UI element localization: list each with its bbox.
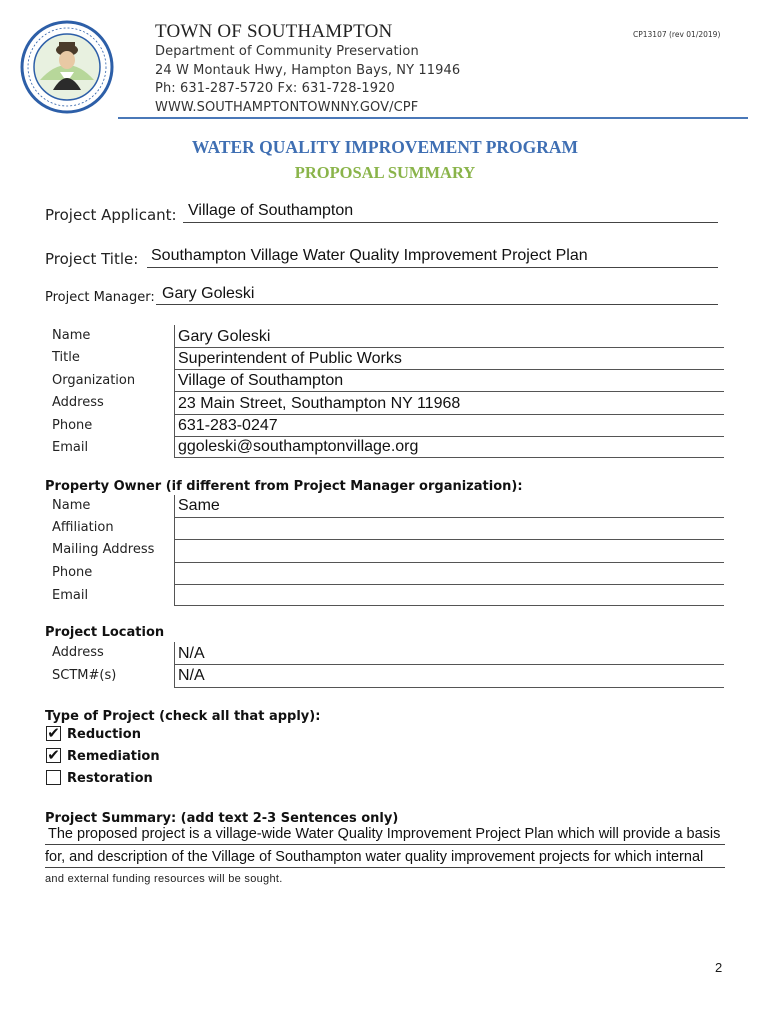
program-subtitle: PROPOSAL SUMMARY (294, 163, 476, 182)
applicant-label: Project Applicant: (45, 206, 177, 224)
reduction-label: Reduction (67, 727, 141, 742)
row-line (174, 414, 724, 415)
row-line (174, 436, 724, 437)
row-line (174, 687, 724, 688)
project-manager-label: Project Manager: (45, 290, 155, 305)
manager-phone-value[interactable]: 631-283-0247 (178, 417, 278, 434)
owner-table-divider (174, 495, 175, 605)
summary-line-3[interactable]: and external funding resources will be sought. (45, 873, 283, 885)
department-website: WWW.SOUTHAMPTONTOWNNY.GOV/CPF (155, 100, 419, 115)
project-location-heading: Project Location (45, 625, 165, 640)
manager-org-value[interactable]: Village of Southampton (178, 372, 344, 389)
manager-address-value[interactable]: 23 Main Street, Southampton NY 11968 (178, 395, 461, 412)
summary-line-2[interactable]: for, and description of the Village of Southampton water quality improvement projects for which internal (45, 849, 704, 865)
manager-phone-label: Phone (52, 418, 93, 433)
owner-affiliation-label: Affiliation (52, 520, 114, 535)
department-address: 24 W Montauk Hwy, Hampton Bays, NY 11946 (155, 63, 461, 78)
project-title-label: Project Title: (45, 250, 139, 268)
program-title: WATER QUALITY IMPROVEMENT PROGRAM (191, 137, 579, 157)
owner-email-label: Email (52, 588, 89, 603)
manager-org-label: Organization (52, 373, 136, 388)
row-line (174, 664, 724, 665)
page-number: 2 (715, 960, 723, 975)
manager-title-label: Title (52, 350, 80, 365)
summary-underline-1 (45, 844, 725, 845)
restoration-checkbox[interactable] (46, 770, 61, 785)
owner-mailing-label: Mailing Address (52, 542, 155, 557)
remediation-checkbox[interactable]: ✔ (47, 746, 60, 764)
department-phone-fax: Ph: 631-287-5720 Fx: 631-728-1920 (155, 81, 395, 96)
town-name: TOWN OF SOUTHAMPTON (155, 21, 393, 42)
header-divider (118, 117, 748, 119)
manager-email-value[interactable]: ggoleski@southamptonvillage.org (178, 438, 419, 455)
row-line (174, 584, 724, 585)
row-line (174, 605, 724, 606)
applicant-underline (183, 222, 718, 223)
form-code: CP13107 (rev 01/2019) (633, 30, 721, 39)
applicant-value[interactable]: Village of Southampton (188, 202, 354, 219)
restoration-label: Restoration (67, 771, 153, 786)
project-title-value[interactable]: Southampton Village Water Quality Improvement Project Plan (151, 247, 588, 264)
row-line (174, 391, 724, 392)
row-line (174, 347, 724, 348)
row-line (174, 517, 724, 518)
owner-name-value[interactable]: Same (178, 497, 220, 514)
location-address-label: Address (52, 645, 104, 660)
manager-name-label: Name (52, 328, 91, 343)
row-line (174, 457, 724, 458)
owner-name-label: Name (52, 498, 91, 513)
location-address-value[interactable]: N/A (178, 645, 205, 662)
reduction-checkbox[interactable]: ✔ (47, 724, 60, 742)
summary-line-1[interactable]: The proposed project is a village-wide Water Quality Improvement Project Plan which will provide a basis (48, 826, 721, 842)
manager-address-label: Address (52, 395, 104, 410)
project-summary-heading: Project Summary: (add text 2-3 Sentences only) (45, 811, 399, 826)
project-type-heading: Type of Project (check all that apply): (45, 709, 321, 724)
department-name: Department of Community Preservation (155, 44, 419, 59)
remediation-label: Remediation (67, 749, 160, 764)
project-title-underline (147, 267, 718, 268)
project-manager-underline (156, 304, 718, 305)
town-seal-logo (20, 20, 114, 114)
location-sctm-value[interactable]: N/A (178, 667, 205, 684)
manager-email-label: Email (52, 440, 89, 455)
project-manager-value[interactable]: Gary Goleski (162, 285, 255, 302)
location-sctm-label: SCTM#(s) (52, 668, 117, 683)
property-owner-heading: Property Owner (if different from Project Manager organization): (45, 479, 523, 494)
row-line (174, 539, 724, 540)
owner-phone-label: Phone (52, 565, 93, 580)
manager-name-value[interactable]: Gary Goleski (178, 328, 271, 345)
row-line (174, 369, 724, 370)
location-table-divider (174, 642, 175, 688)
manager-title-value[interactable]: Superintendent of Public Works (178, 350, 402, 367)
row-line (174, 562, 724, 563)
summary-underline-2 (45, 867, 725, 868)
